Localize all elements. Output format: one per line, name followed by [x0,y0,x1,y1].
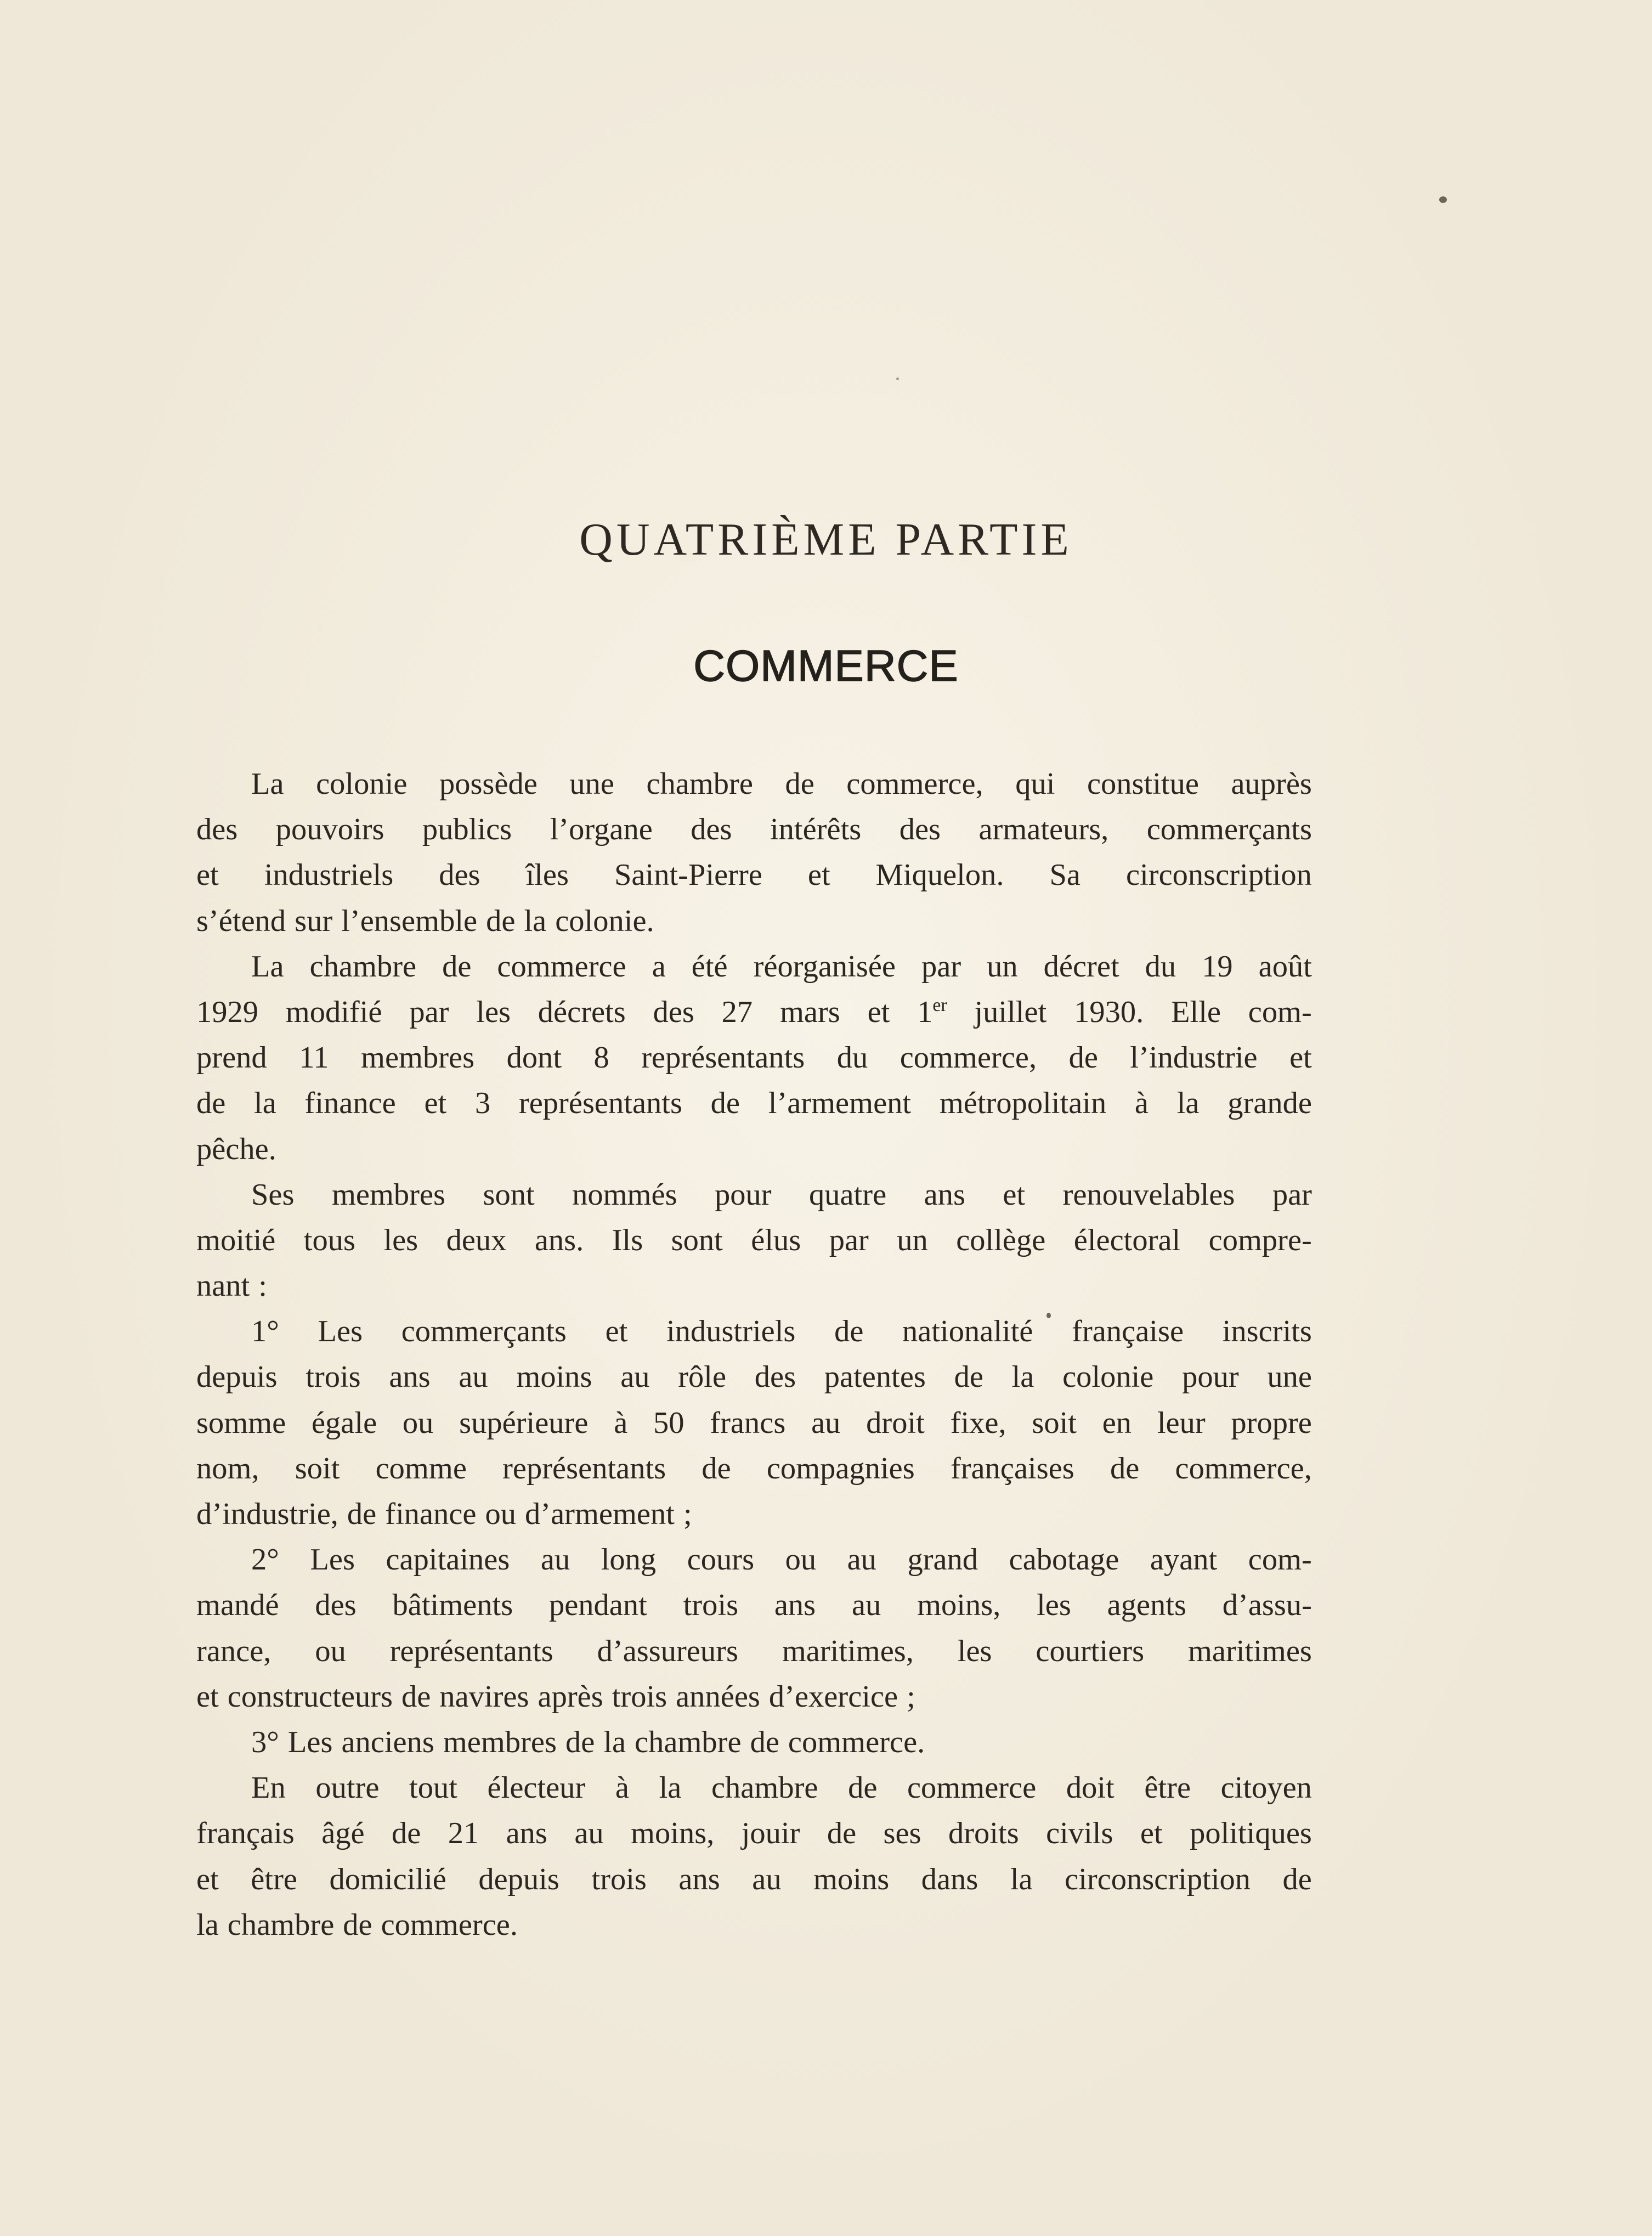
paragraph [196,944,1312,1172]
text-line [196,1629,1312,1674]
word: a [652,949,666,984]
word: représentants [518,1086,682,1121]
word: du [836,1041,868,1075]
word: francs [710,1405,786,1440]
word: dont [506,1041,562,1075]
word: les [957,1634,992,1668]
text-line [196,1720,1312,1765]
word: la [659,1771,682,1805]
word: 3° [251,1725,279,1759]
word: par [829,1223,869,1257]
word: et [196,858,219,893]
word: chambre [646,767,753,801]
word: commerce [497,949,626,984]
word: au [752,1862,782,1896]
word: élus [751,1223,801,1257]
word: de [565,1725,595,1759]
word: pour [715,1177,772,1212]
word: 1930. [1074,995,1144,1029]
text-line [196,899,1312,944]
word: de [347,1497,377,1531]
text-line [196,852,1312,898]
word: mandé [196,1588,279,1623]
word: chambre [227,1907,335,1942]
word: d’assu- [1222,1588,1312,1623]
text-line [196,1354,1312,1400]
word: commerce, [846,767,983,801]
ink-speck [896,377,899,380]
word: par [1272,1177,1312,1212]
word: ayant [1150,1543,1218,1577]
word: moins [516,1360,592,1394]
paragraph [196,761,1312,944]
text-line [196,1765,1312,1811]
word: intérêts [770,812,862,847]
word: circonscription [1065,1862,1251,1896]
word: Saint-Pierre [614,858,762,893]
word: nationalité [902,1314,1033,1349]
word: civils [1046,1816,1113,1851]
word: l’organe [550,812,653,847]
word: être [251,1862,297,1896]
word: long [601,1543,657,1577]
paragraph [196,1765,1312,1948]
word: et [807,858,830,893]
word: Ils [612,1223,643,1257]
word: auprès [1231,767,1312,801]
word: de [196,1086,226,1121]
word: une [569,767,614,801]
word: commerçants [401,1314,567,1349]
word: moins, [917,1588,1001,1623]
word: compagnies [766,1451,915,1486]
word: doit [1066,1771,1114,1805]
word: des [653,995,694,1029]
word: moins [813,1862,890,1896]
word: possède [439,767,538,801]
word: 2° [251,1543,279,1577]
word: au [574,1816,604,1851]
word: ses [883,1816,921,1851]
word: ans [389,1360,431,1394]
word: dans [921,1862,978,1896]
word: ou [485,1497,516,1531]
word: à [1134,1086,1149,1121]
word: une [1267,1360,1312,1394]
word: Les [287,1725,333,1759]
word: deux [446,1223,507,1257]
word: politiques [1190,1816,1312,1851]
word: collège [956,1223,1046,1257]
word: de [750,1725,779,1759]
word: commerce [907,1771,1037,1805]
text-line [196,1309,1312,1354]
word: trois [591,1862,647,1896]
word: commerce. [381,1907,518,1942]
word: qui [1015,767,1055,801]
word: leur [1157,1405,1206,1440]
word: 1° [251,1314,279,1349]
word: moitié [196,1223,276,1257]
word: d’industrie, [196,1497,338,1531]
word: compre- [1208,1223,1312,1257]
word: la [196,1907,219,1942]
text-line [196,990,1312,1035]
word: fixe, [950,1405,1006,1440]
word: de [1068,1041,1098,1075]
word: de [442,949,472,984]
word: été [691,949,728,984]
word: à [615,1771,629,1805]
text-line [196,807,1312,852]
word: industriels [666,1314,796,1349]
word: les [1037,1588,1071,1623]
word: renouvelables [1062,1177,1235,1212]
word: de [710,1086,740,1121]
word: de [1110,1451,1140,1486]
word: soit [295,1451,340,1486]
word: ans [506,1816,547,1851]
word: trois [305,1360,361,1394]
word: août [1258,949,1312,984]
word: com- [1248,1543,1312,1577]
text-line [196,1035,1312,1081]
text-line [196,1674,1312,1720]
word: au [540,1543,570,1577]
word: au [620,1360,650,1394]
text-line [196,761,1312,807]
word: de [392,1816,421,1851]
text-line [196,944,1312,990]
word: patentes [824,1360,926,1394]
word: de [954,1360,983,1394]
word: la [1011,1360,1034,1394]
word: supérieure [459,1405,589,1440]
word: et [1003,1177,1026,1212]
word: l’industrie [1130,1041,1258,1075]
word: pêche. [196,1132,276,1166]
word: droits [948,1816,1019,1851]
word: bâtiments [392,1588,513,1623]
word: somme [196,1405,286,1440]
word: trois [612,1679,667,1714]
word: français [196,1816,295,1851]
word: finance [385,1497,477,1531]
part-title: QUATRIÈME PARTIE [579,514,1073,565]
word: et [1140,1816,1163,1851]
word: : [258,1269,267,1303]
text-line [196,1583,1312,1628]
word: être [1144,1771,1191,1805]
word: ans [678,1862,720,1896]
word: ; [683,1497,692,1531]
word: pouvoirs [275,812,384,847]
word: commerce. [788,1725,925,1759]
word: électoral [1073,1223,1181,1257]
word: chambre [711,1771,818,1805]
paragraph [196,1172,1312,1309]
word: colonie [1062,1360,1154,1394]
word: moins, [631,1816,715,1851]
word: 3 [474,1086,491,1121]
paragraph [196,1309,1312,1537]
text-line [196,1811,1312,1856]
word: ou [785,1543,817,1577]
word: décrets [538,995,626,1029]
word: com- [1248,995,1312,1029]
word: droit [866,1405,925,1440]
text-line [196,1218,1312,1263]
word: sont [483,1177,535,1212]
word: des [754,1360,796,1394]
word: propre [1231,1405,1312,1440]
word: la [603,1725,626,1759]
word: sont [671,1223,723,1257]
word: outre [315,1771,380,1805]
word: et [605,1314,628,1349]
word: ans. [534,1223,584,1257]
word: circonscription [1126,858,1312,893]
word: représentants [389,1634,553,1668]
word: La [251,949,284,984]
word: représentants [502,1451,666,1486]
word: des [899,812,941,847]
word: nant [196,1269,250,1303]
word: rance, [196,1634,271,1668]
paragraph [196,1537,1312,1720]
word: la [1010,1862,1033,1896]
word: depuis [478,1862,559,1896]
word: de [848,1771,878,1805]
word: représentants [641,1041,805,1075]
word: d’armement [525,1497,675,1531]
word: au [811,1405,841,1440]
word: ans [774,1588,816,1623]
word: ans [924,1177,965,1212]
word: égale [311,1405,377,1440]
word: rôle [678,1360,727,1394]
word: navires [439,1679,529,1714]
word: un [897,1223,928,1257]
word: de [827,1816,857,1851]
word: industriels [264,858,394,893]
text-line [196,1127,1312,1172]
word: françaises [950,1451,1074,1486]
word: d’assureurs [597,1634,738,1668]
word: électeur [487,1771,586,1805]
word: commerçants [1146,812,1312,847]
word: quatre [809,1177,887,1212]
word: courtiers [1036,1634,1145,1668]
word: colonie [316,767,408,801]
word: au [851,1588,881,1623]
word: âgé [321,1816,365,1851]
word: des [196,812,238,847]
text-line [196,1446,1312,1492]
section-title: COMMERCE [693,641,959,690]
word: des [691,812,732,847]
text-line [196,1492,1312,1537]
word: et [1289,1041,1312,1075]
word: comme [375,1451,467,1486]
word: Miquelon. [875,858,1004,893]
word: et [196,1862,219,1896]
word: métropolitain [939,1086,1107,1121]
word: modifié [285,995,382,1029]
word: l’armement [768,1086,912,1121]
word: citoyen [1220,1771,1312,1805]
word: inscrits [1222,1314,1312,1349]
word: l’ensemble [341,904,478,938]
word: de [1282,1862,1312,1896]
word: en [1102,1405,1132,1440]
word: 11 [299,1041,329,1075]
word: nommés [572,1177,677,1212]
word: 21 [448,1816,479,1851]
text-line [196,1857,1312,1902]
text-line [196,1263,1312,1309]
word: la [524,904,547,938]
word: la [1176,1086,1200,1121]
word: Les [310,1543,355,1577]
word: de [343,1907,372,1942]
body-text [196,761,1312,1948]
word: et [196,1679,219,1714]
word: 19 [1202,949,1233,984]
word: maritimes [1187,1634,1312,1668]
word: des [439,858,480,893]
word: jouir [741,1816,800,1851]
word: tout [409,1771,457,1805]
word: anciens [341,1725,434,1759]
word: au [847,1543,876,1577]
word: les [476,995,511,1029]
word: membres [361,1041,475,1075]
word: sur [295,904,333,938]
word: de [401,1679,431,1714]
word: réorganisée [753,949,896,984]
word: ou [402,1405,434,1440]
word: depuis [196,1360,278,1394]
text-line [196,1401,1312,1446]
text-line [196,1081,1312,1126]
word: maritimes, [782,1634,914,1668]
text-line [196,1537,1312,1583]
word: îles [525,858,569,893]
word: ou [315,1634,346,1668]
word: armateurs, [978,812,1109,847]
word: cabotage [1009,1543,1119,1577]
word: à [614,1405,628,1440]
word: trois [683,1588,739,1623]
word: années [676,1679,760,1714]
word: grande [1227,1086,1312,1121]
word: de [785,767,814,801]
word: Sa [1049,858,1080,893]
word: par [921,949,961,984]
word: publics [422,812,512,847]
word: la [254,1086,276,1121]
word: commerce, [1175,1451,1312,1486]
word: par [409,995,449,1029]
word: Les [318,1314,363,1349]
word: d’exercice [768,1679,898,1714]
word: ; [907,1679,915,1714]
word: chambre [309,949,417,984]
word: domicilié [329,1862,446,1896]
ink-speck [1439,196,1447,203]
word: du [1145,949,1176,984]
word: 1929 [196,995,258,1029]
paragraph [196,1720,1312,1765]
word: française [1072,1314,1184,1349]
word: agents [1107,1588,1186,1623]
word: 27 [721,995,753,1029]
word: constitue [1087,767,1199,801]
word: prend [196,1041,267,1075]
word: de [701,1451,731,1486]
word: 50 [653,1405,684,1440]
word: de [834,1314,864,1349]
word: constructeurs [227,1679,393,1714]
text-line [196,1172,1312,1218]
word: chambre [635,1725,742,1759]
word: décret [1043,949,1119,984]
word: soit [1032,1405,1077,1440]
word: mars [779,995,840,1029]
word: après [538,1679,603,1714]
word: juillet [974,995,1047,1029]
word: commerce, [899,1041,1037,1075]
text-line [196,1902,1312,1948]
word: Ses [251,1177,295,1212]
word: nom, [196,1451,259,1486]
word: capitaines [386,1543,510,1577]
word: pendant [548,1588,647,1623]
word: En [251,1771,286,1805]
word: et [424,1086,447,1121]
word: et [867,995,890,1029]
word: s’étend [196,904,286,938]
word: au [459,1360,488,1394]
word: membres [331,1177,446,1212]
word: cours [687,1543,755,1577]
word: grand [907,1543,978,1577]
word: pour [1182,1360,1239,1394]
word: un [987,949,1018,984]
word: 8 [593,1041,609,1075]
word: membres [443,1725,557,1759]
word: colonie. [555,904,654,938]
word: 1er [917,995,947,1029]
word: finance [304,1086,396,1121]
word: des [315,1588,357,1623]
word: Elle [1171,995,1221,1029]
word: de [486,904,516,938]
word: tous [303,1223,355,1257]
word: les [383,1223,418,1257]
word: La [251,767,284,801]
